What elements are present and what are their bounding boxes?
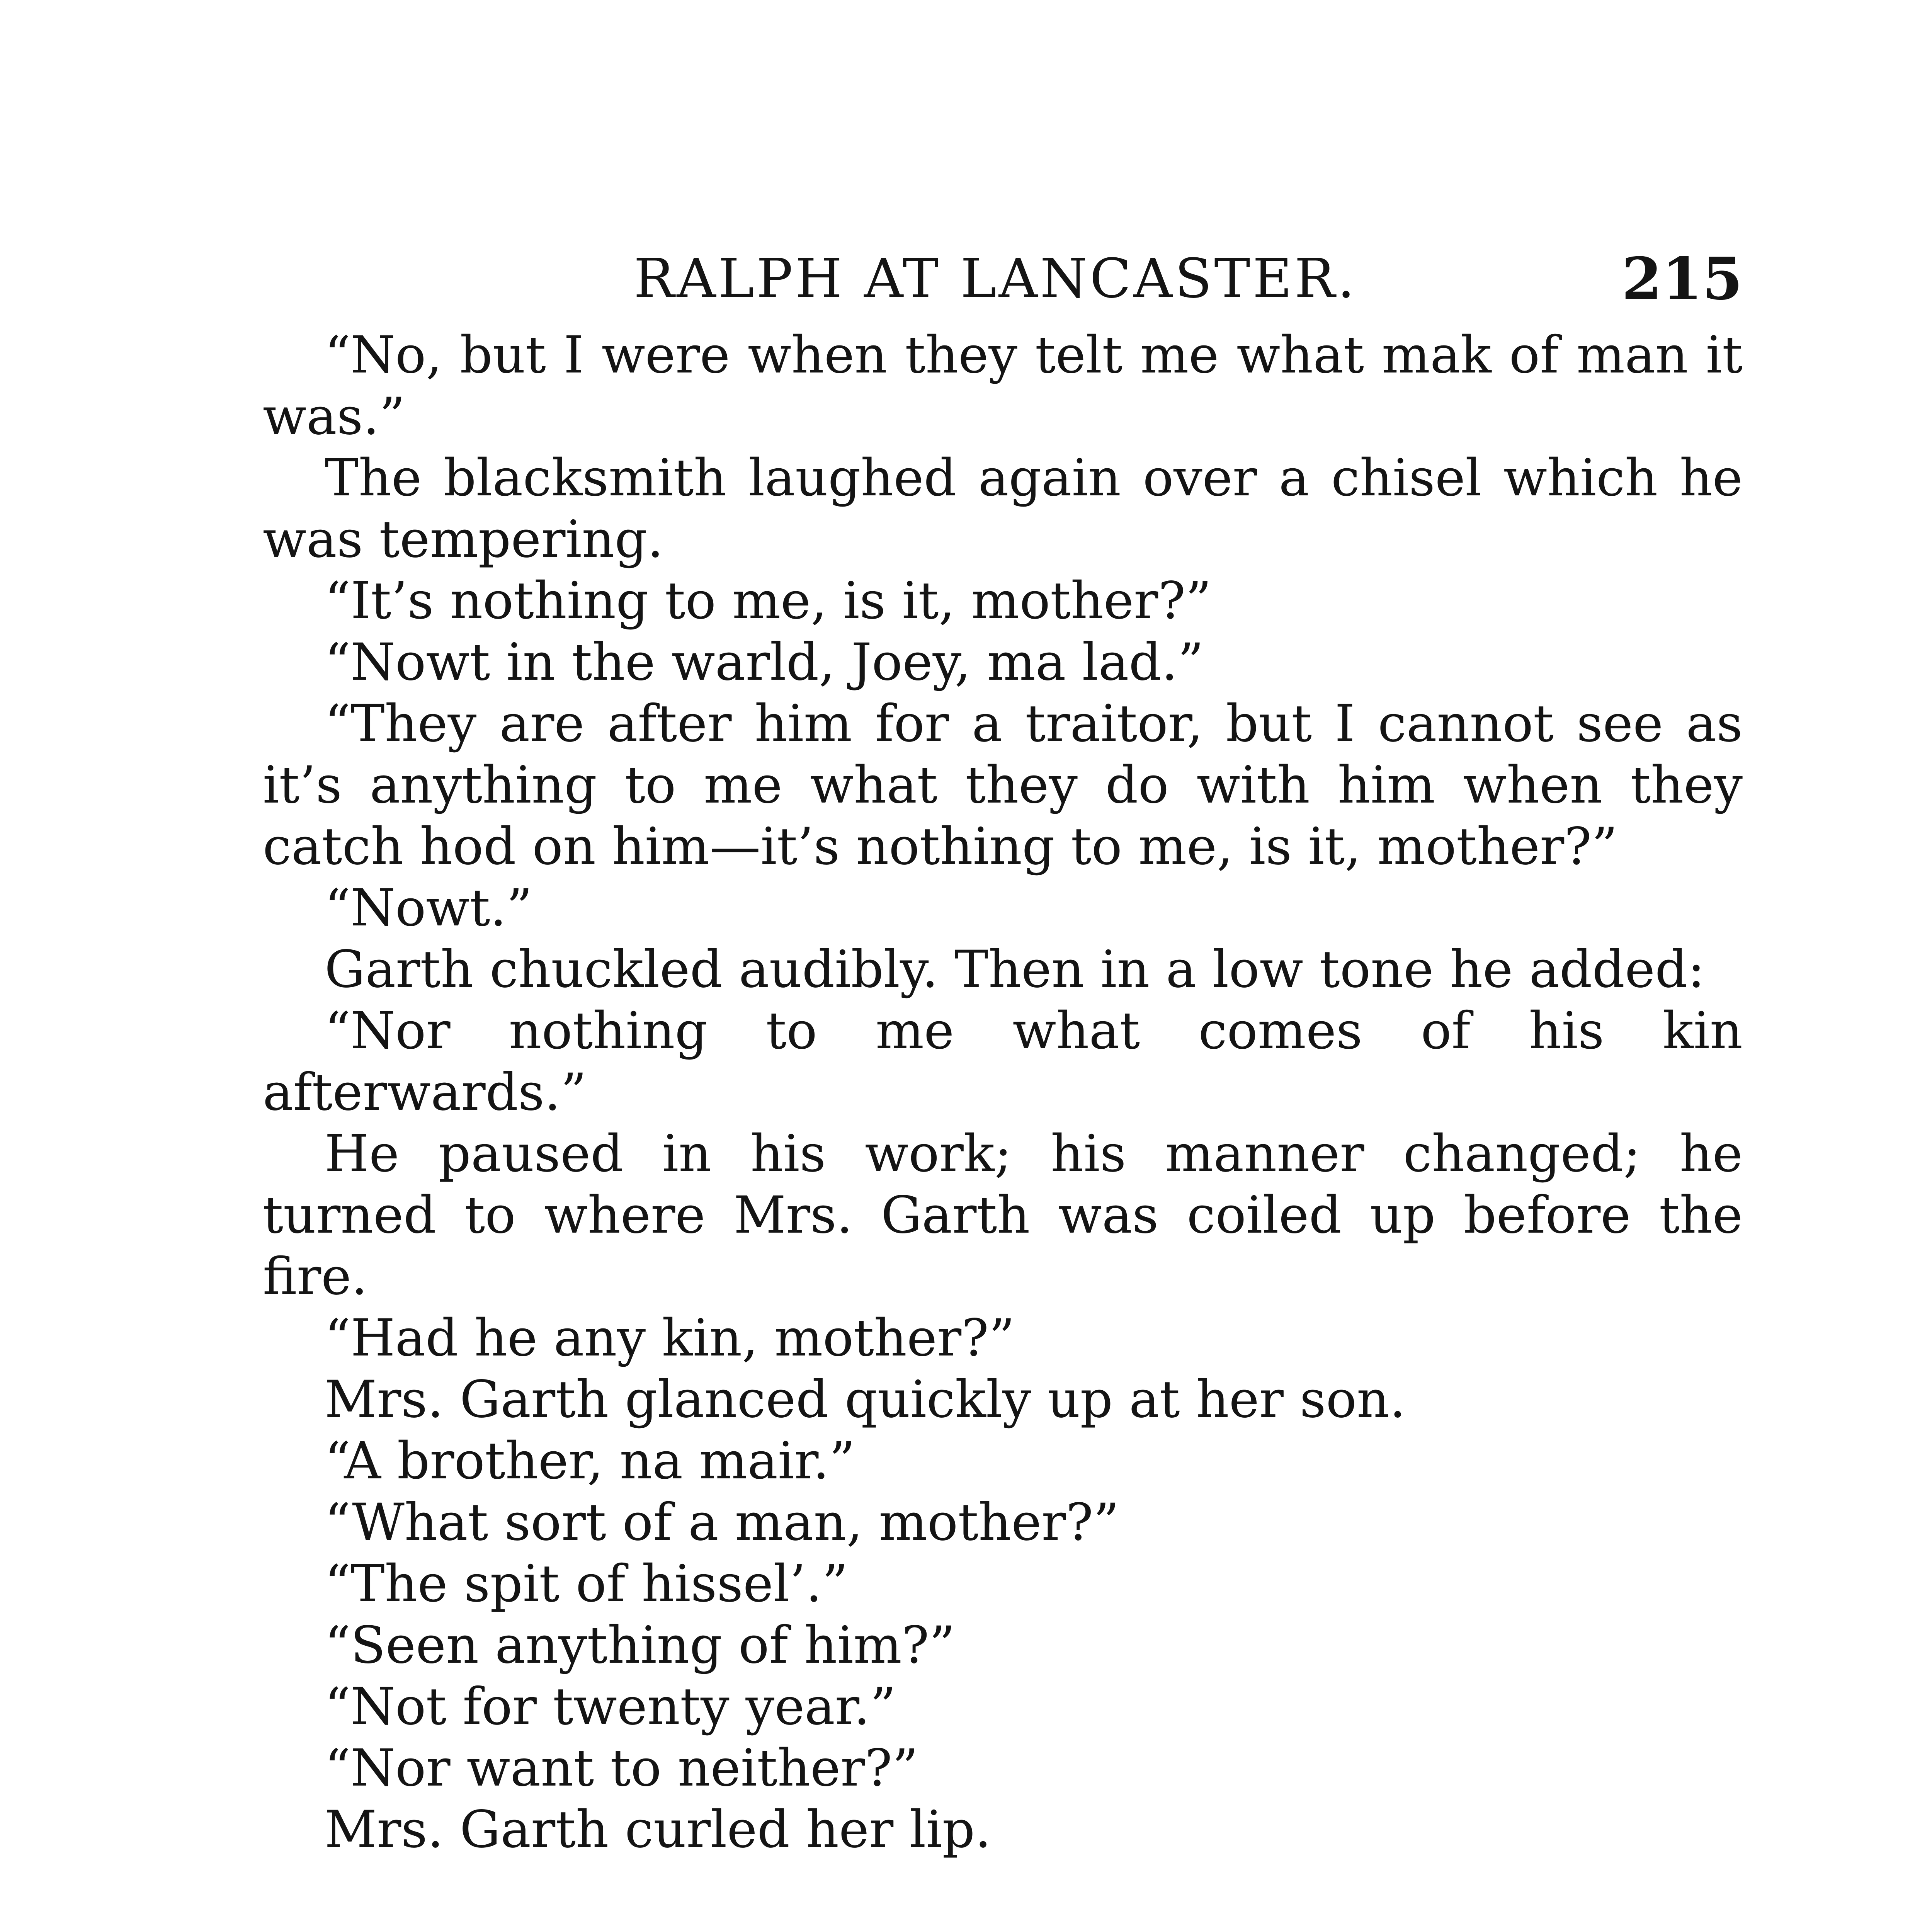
paragraph: “Nowt.” xyxy=(325,878,532,938)
paragraph: The blacksmith laughed again over a chisel which he was tempering. xyxy=(263,448,1743,569)
paragraph: “Seen anything of him?” xyxy=(325,1616,956,1675)
running-title: RALPH AT LANCASTER. xyxy=(634,247,1357,310)
paragraph: “Nor nothing to me what comes of his kin afterwards.” xyxy=(263,1001,1743,1122)
paragraph: “Not for twenty year.” xyxy=(325,1677,896,1736)
page-number: 215 xyxy=(1621,245,1743,313)
paragraph: He paused in his work; his manner changed; he turned to where Mrs. Garth was coiled up before the fire. xyxy=(263,1124,1743,1306)
paragraph: “The spit of hissel’.” xyxy=(325,1554,848,1614)
paragraph: Garth chuckled audibly. Then in a low tone he added: xyxy=(325,940,1705,999)
paragraph: “They are after him for a traitor, but I cannot see as it’s anything to me what they do with him when they catch hod on him—it’s nothing to me, is it, mother?” xyxy=(263,694,1743,876)
paragraph: “Nowt in the warld, Joey, ma lad.” xyxy=(325,633,1204,692)
paragraph: “Had he any kin, mother?” xyxy=(325,1308,1015,1368)
paragraph: Mrs. Garth curled her lip. xyxy=(325,1800,992,1859)
paragraph: Mrs. Garth glanced quickly up at her son. xyxy=(325,1370,1406,1429)
paragraph: “What sort of a man, mother?” xyxy=(325,1493,1119,1552)
running-header xyxy=(263,236,1743,313)
paragraph: “No, but I were when they telt me what mak of man it was.” xyxy=(263,325,1743,446)
paragraph: “Nor want to neither?” xyxy=(325,1738,918,1798)
paragraph: “It’s nothing to me, is it, mother?” xyxy=(325,571,1212,631)
paragraph: “A brother, na mair.” xyxy=(325,1431,855,1491)
body-text xyxy=(263,325,1743,1861)
